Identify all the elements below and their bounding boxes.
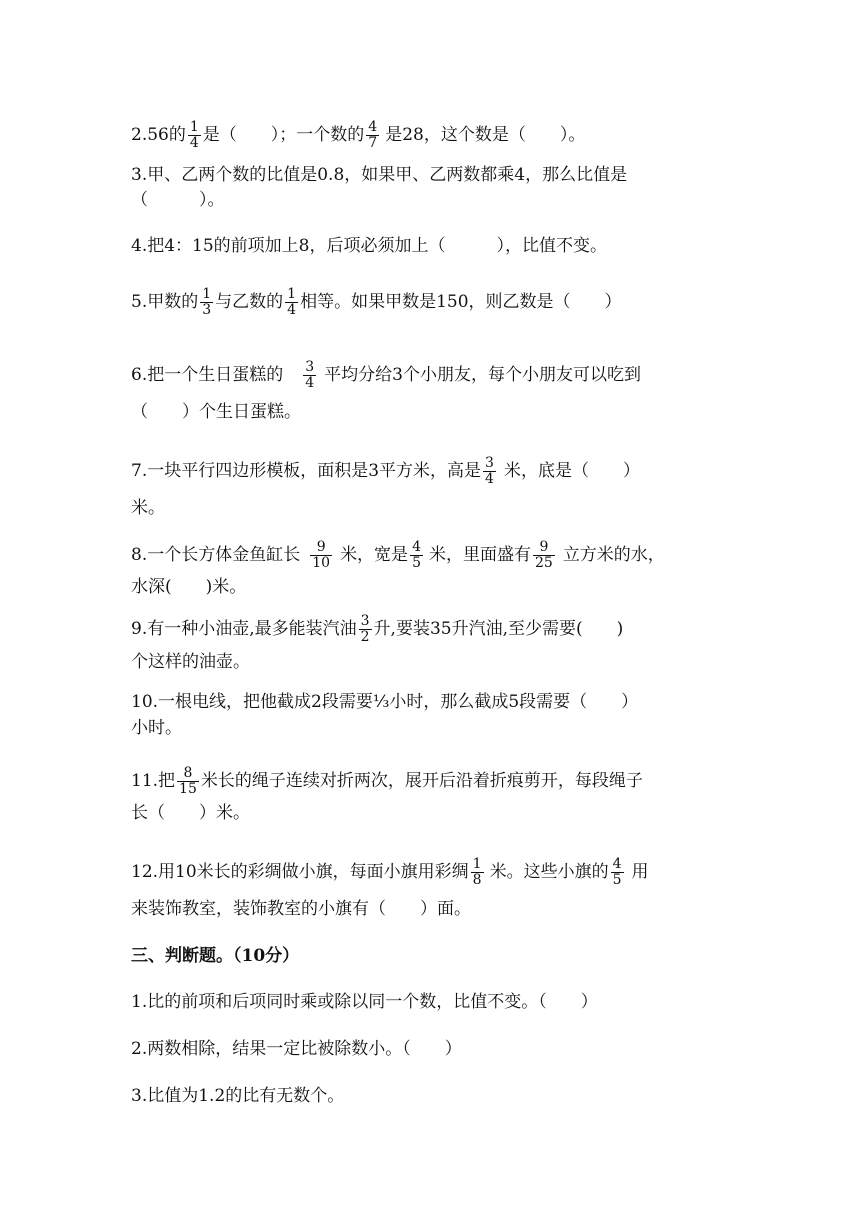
q6-text-a: 6.把一个生日蛋糕的: [131, 365, 284, 385]
numerator: 1: [202, 286, 212, 302]
fraction: [533, 540, 555, 571]
question-10-line-2: [131, 718, 182, 738]
q7-text-2: 米。: [131, 498, 165, 518]
fraction: [177, 766, 199, 797]
question-5: [131, 287, 622, 318]
q11-text-2: 长（ ）米。: [131, 803, 250, 823]
question-12-line-2: [131, 899, 471, 919]
fraction: [611, 857, 624, 888]
q10-text-b: 小时，那么截成5段需要（ ）: [389, 692, 639, 712]
numerator: 4: [412, 539, 421, 555]
q2-text-c: 是28，这个数是（ ）。: [385, 125, 586, 145]
q3-text-2: （ ）。: [131, 190, 225, 210]
question-11-line-2: [131, 803, 250, 823]
q8-text-2: 水深( )米。: [131, 577, 247, 597]
fraction: [410, 540, 423, 571]
fraction-glyph: ⅓: [372, 692, 390, 712]
question-8-line-2: [131, 577, 246, 597]
question-3-line-2: [131, 190, 225, 210]
fraction: [366, 120, 379, 151]
q5-text-b: 与乙数的: [215, 292, 284, 312]
q9-text-a: 9.有一种小油壶,最多能装汽油: [131, 619, 357, 639]
question-7-line-1: [131, 456, 640, 487]
question-12-line-1: [131, 857, 649, 888]
denominator: 10: [312, 555, 331, 571]
q7-text-a: 7.一块平行四边形模板，面积是3平方米，高是: [131, 461, 482, 481]
numerator: 1: [287, 286, 297, 302]
q5-text-c: 相等。如果甲数是150，则乙数是（ ）: [300, 292, 622, 312]
numerator: 9: [316, 539, 326, 555]
denominator: 5: [612, 872, 622, 888]
q9-text-2: 个这样的油壶。: [131, 652, 250, 672]
q2-text-a: 2.56的: [131, 125, 186, 145]
denominator: 5: [412, 555, 421, 571]
fraction: [359, 614, 372, 645]
denominator: 15: [179, 781, 197, 797]
question-6-line-1: [131, 360, 641, 391]
denominator: 8: [472, 872, 482, 888]
question-7-line-2: [131, 498, 165, 518]
q12-text-b: 米。这些小旗的: [489, 862, 609, 882]
numerator: 8: [183, 765, 193, 781]
q5-text-a: 5.甲数的: [131, 292, 199, 312]
q4-text: 4.把4：15的前项加上8，后项必须加上（ ），比值不变。: [131, 236, 607, 256]
numerator: 3: [360, 613, 370, 629]
fraction: [200, 287, 213, 318]
denominator: 7: [368, 135, 378, 151]
numerator: 1: [189, 119, 199, 135]
numerator: 4: [612, 856, 622, 872]
question-3-line-1: [131, 165, 627, 185]
q6-text-2: （ ）个生日蛋糕。: [131, 402, 301, 422]
fraction: [285, 287, 298, 318]
q10-text-2: 小时。: [131, 718, 182, 738]
numerator: 1: [472, 856, 482, 872]
denominator: 4: [485, 471, 494, 487]
denominator: 3: [202, 302, 212, 318]
q8-text-b: 米，宽是: [340, 545, 409, 565]
fraction: [310, 540, 332, 571]
q8-text-a: 8.一个长方体金鱼缸长: [131, 545, 301, 565]
q10-text-a: 10.一根电线，把他截成2段需要: [131, 692, 373, 712]
fraction: [188, 120, 201, 151]
denominator: 4: [189, 135, 199, 151]
question-11-line-1: [131, 766, 643, 797]
judge-1: [131, 992, 598, 1012]
q11-text-a: 11.把: [131, 771, 176, 791]
question-10-line-1: [131, 692, 638, 712]
judge-3: [131, 1086, 344, 1106]
question-9-line-1: [131, 614, 623, 645]
q12-text-c: 用: [631, 862, 649, 882]
question-6-line-2: [131, 402, 301, 422]
q8-text-c: 米，里面盛有: [428, 545, 531, 565]
numerator: 3: [305, 359, 315, 375]
numerator: 9: [539, 539, 549, 555]
q12-text-a: 12.用10米长的彩绸做小旗，每面小旗用彩绸: [131, 862, 469, 882]
q2-text-b: 是（ ）；一个数的: [202, 125, 365, 145]
question-4: [131, 236, 607, 256]
fraction: [303, 360, 316, 391]
denominator: 25: [534, 555, 553, 571]
j1-text: 1.比的前项和后项同时乘或除以同一个数，比值不变。（ ）: [131, 992, 598, 1012]
q3-text-1: 3.甲、乙两个数的比值是0.8，如果甲、乙两数都乘4，那么比值是: [131, 165, 628, 185]
section-3-heading: [131, 946, 299, 966]
q12-text-2: 来装饰教室，装饰教室的小旗有（ ）面。: [131, 899, 471, 919]
fraction: [471, 857, 484, 888]
denominator: 2: [360, 629, 370, 645]
judge-2: [131, 1039, 462, 1059]
question-2: [131, 120, 585, 151]
q8-text-d: 立方米的水，: [562, 545, 665, 565]
denominator: 4: [305, 375, 315, 391]
question-9-line-2: [131, 652, 250, 672]
q9-text-b: 升,要装35升汽油,至少需要( ): [373, 619, 624, 639]
section-title: 三、判断题。（10分）: [131, 946, 300, 966]
question-8-line-1: [131, 540, 665, 571]
q6-text-b: 平均分给3个小朋友，每个小朋友可以吃到: [324, 365, 641, 385]
numerator: 4: [368, 119, 378, 135]
denominator: 4: [287, 302, 297, 318]
q11-text-b: 米长的绳子连续对折两次，展开后沿着折痕剪开，每段绳子: [200, 771, 643, 791]
fraction: [483, 456, 496, 487]
numerator: 3: [485, 455, 494, 471]
j3-text: 3.比值为1.2的比有无数个。: [131, 1086, 345, 1106]
q7-text-b: 米，底是（ ）: [503, 461, 640, 481]
j2-text: 2.两数相除，结果一定比被除数小。（ ）: [131, 1039, 462, 1059]
